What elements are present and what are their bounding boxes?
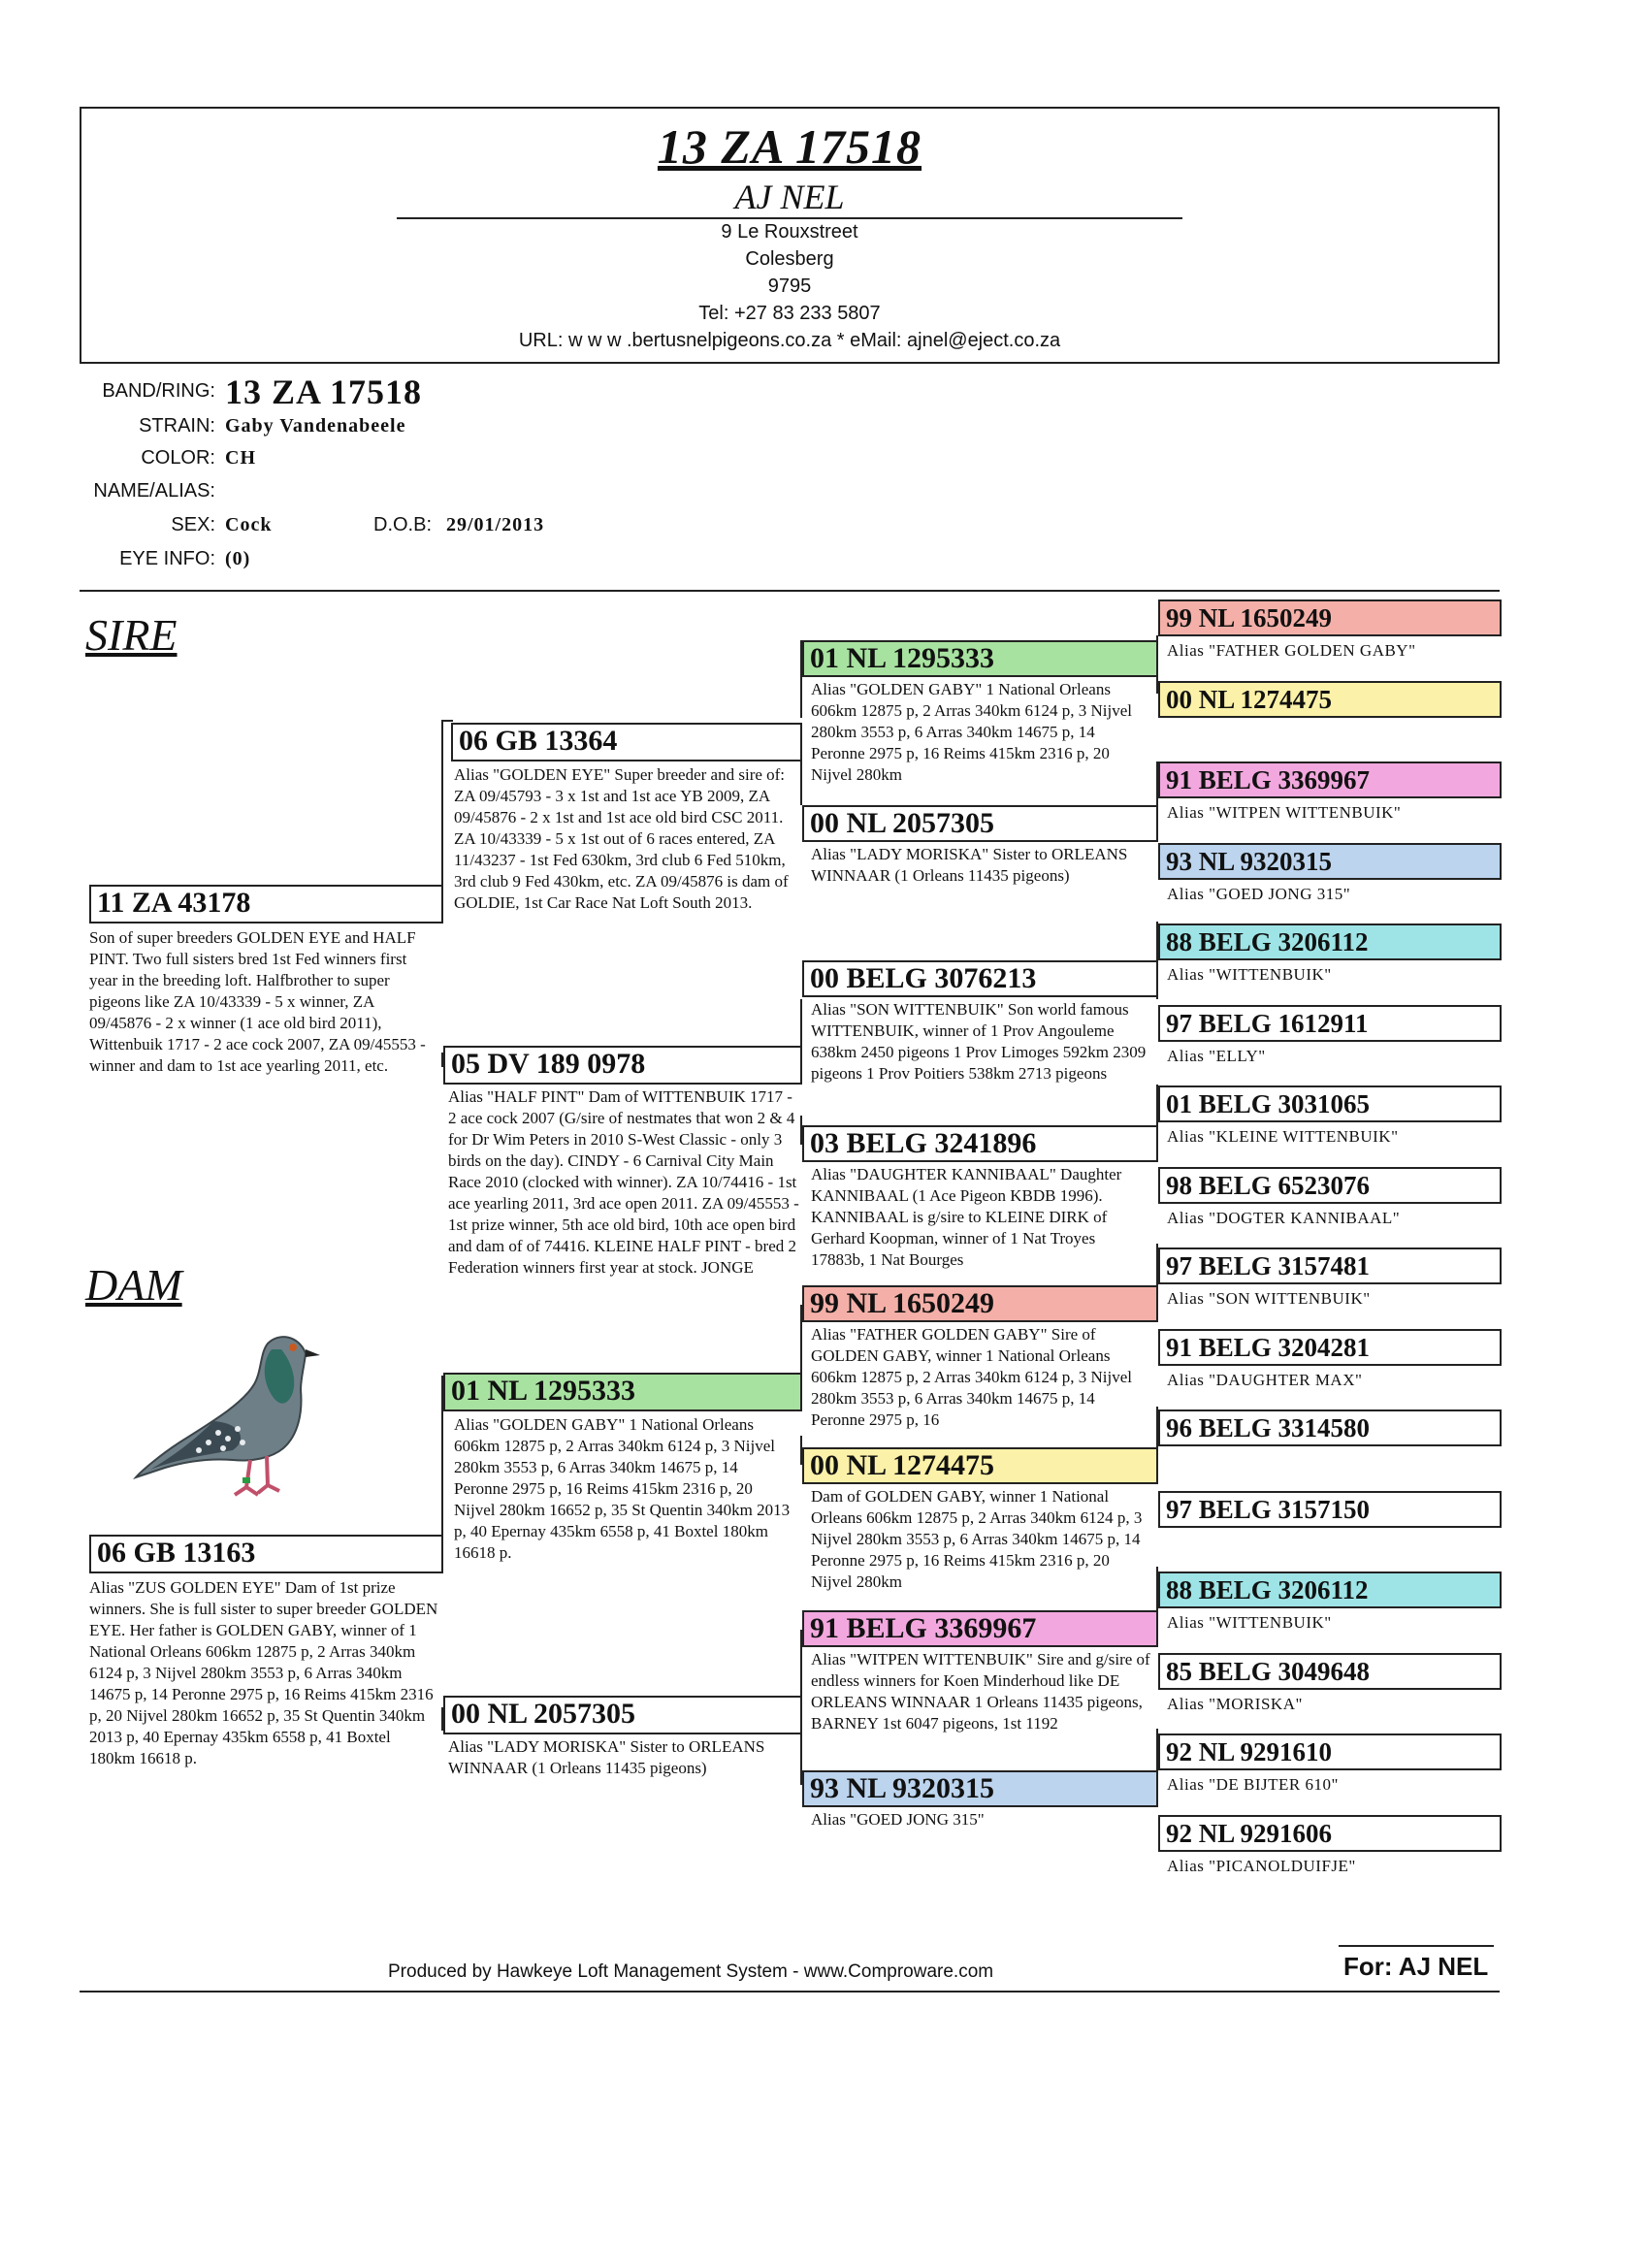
g4-alias: Alias "FATHER GOLDEN GABY" bbox=[1167, 641, 1416, 660]
g4-ring[interactable]: 00 NL 1274475 bbox=[1158, 681, 1502, 718]
g4-ring[interactable]: 88 BELG 3206112 bbox=[1158, 1571, 1502, 1608]
g4-alias: Alias "DE BIJTER 610" bbox=[1167, 1775, 1339, 1794]
g3-description: Dam of GOLDEN GABY, winner 1 National Orleans 606km 12875 p, 2 Arras 340km 6124 p, 3 Nijvel 280km 3553 p, 6 Arras 340km 14675 p, 14 Peronne 2975 p, 16 Reims 415km 2316 p, 20 Nijvel 280km bbox=[811, 1487, 1143, 1591]
pigeon-photo bbox=[126, 1314, 330, 1518]
g4-ring[interactable]: 92 NL 9291610 bbox=[1158, 1733, 1502, 1770]
title-ring: 13 ZA 17518 bbox=[657, 119, 922, 174]
g4-ring[interactable]: 97 BELG 3157481 bbox=[1158, 1247, 1502, 1284]
sire-ring[interactable]: 11 ZA 43178 bbox=[89, 885, 443, 923]
g3-description: Alias "GOLDEN GABY" 1 National Orleans 606km 12875 p, 2 Arras 340km 6124 p, 3 Nijvel 280km 3553 p, 6 Arras 340km 14675 p, 14 Peronne 2975 p, 16 Reims 415km 2316 p, 20 Nijvel 280km bbox=[811, 680, 1133, 784]
g4-ring[interactable]: 91 BELG 3204281 bbox=[1158, 1329, 1502, 1366]
g4-ring[interactable]: 97 BELG 3157150 bbox=[1158, 1491, 1502, 1528]
g4-alias: Alias "WITPEN WITTENBUIK" bbox=[1167, 803, 1402, 822]
dam-dam-ring[interactable]: 00 NL 2057305 bbox=[443, 1696, 802, 1734]
strain-value: Gaby Vandenabeele bbox=[225, 415, 406, 437]
header-box bbox=[80, 107, 1500, 364]
dam-description: Alias "ZUS GOLDEN EYE" Dam of 1st prize winners. She is full sister to super breeder GOLDEN EYE. Her father is GOLDEN GABY, winner of 1 National Orleans 606km 12875 p, 2 Arras 340km 6124 p, 3 Nijvel 280km 3553 p, 6 Arras 340km 14675 p, 14 Peronne 2975 p, 16 Reims 415km 2316 p, 20 Nijvel 280km 16652 p, 35 St Quentin 340km 2013 p, 40 Epernay 435km 6558 p, 41 Boxtel 180km 16618 p. bbox=[89, 1578, 438, 1767]
g4-alias: Alias "GOED JONG 315" bbox=[1167, 884, 1351, 903]
eye-info-value: (0) bbox=[225, 548, 251, 569]
g3-description: Alias "FATHER GOLDEN GABY" Sire of GOLDEN GABY, winner 1 National Orleans 606km 12875 p, 2 Arras 340km 6124 p, 3 Nijvel 280km 3553 p, 6 Arras 340km 14675 p, 14 Peronne 2975 p, 16 bbox=[811, 1325, 1133, 1429]
strain-label: STRAIN: bbox=[139, 415, 215, 437]
g3-ring[interactable]: 00 BELG 3076213 bbox=[802, 960, 1158, 997]
g4-ring[interactable]: 96 BELG 3314580 bbox=[1158, 1409, 1502, 1446]
g3-description: Alias "LADY MORISKA" Sister to ORLEANS WINNAAR (1 Orleans 11435 pigeons) bbox=[811, 845, 1128, 885]
sire-dam-ring[interactable]: 05 DV 189 0978 bbox=[443, 1046, 802, 1085]
g4-ring[interactable]: 93 NL 9320315 bbox=[1158, 843, 1502, 880]
g3-description: Alias "DAUGHTER KANNIBAAL" Daughter KANNIBAAL (1 Ace Pigeon KBDB 1996). KANNIBAAL is g/sire to KLEINE DIRK of Gerhard Koopman, winner of 1 Nat Troyes 17883b, 1 Nat Bourges bbox=[811, 1165, 1122, 1269]
g4-ring[interactable]: 98 BELG 6523076 bbox=[1158, 1167, 1502, 1204]
sire-sire-description: Alias "GOLDEN EYE" Super breeder and sire of: ZA 09/45793 - 3 x 1st and 1st ace YB 2009, ZA 09/45876 - 2 x 1st and 1st ace old bird CSC 2011. ZA 10/43339 - 5 x 1st out of 6 races entered, ZA 11/43237 - 1st Fed 630km, 3rd club 6 Fed 510km, 3rd club 9 Fed 430km, etc. ZA 09/45876 is dam of GOLDIE, 1st Car Race Nat Loft South 2013. bbox=[454, 765, 789, 912]
g3-ring[interactable]: 00 NL 2057305 bbox=[802, 805, 1158, 842]
g4-alias: Alias "SON WITTENBUIK" bbox=[1167, 1289, 1371, 1308]
g3-description: Alias "SON WITTENBUIK" Son world famous WITTENBUIK, winner of 1 Prov Angouleme 638km 2450 pigeons 1 Prov Limoges 592km 2309 pigeons 1 Prov Poitiers 538km 2713 pigeons bbox=[811, 1000, 1147, 1083]
dam-sire-ring[interactable]: 01 NL 1295333 bbox=[443, 1373, 802, 1411]
band-label: BAND/RING: bbox=[102, 380, 215, 402]
dob-label: D.O.B: bbox=[373, 514, 433, 535]
breeder-name: AJ NEL bbox=[734, 178, 845, 216]
g4-ring[interactable]: 01 BELG 3031065 bbox=[1158, 1085, 1502, 1122]
header-divider bbox=[397, 217, 1182, 219]
produced-by: Produced by Hawkeye Loft Management System - www.Comproware.com bbox=[388, 1961, 994, 1982]
g3-ring[interactable]: 00 NL 1274475 bbox=[802, 1447, 1158, 1484]
signature-line bbox=[1339, 1945, 1494, 1947]
g3-description: Alias "WITPEN WITTENBUIK" Sire and g/sire of endless winners for Koen Minderhoud like DE ORLEANS WINNAAR 1 Orleans 11435 pigeons, BARNEY 1st 6047 pigeons, 1st 1192 bbox=[811, 1650, 1150, 1733]
g3-description: Alias "GOED JONG 315" bbox=[811, 1810, 985, 1829]
sex-label: SEX: bbox=[171, 514, 215, 535]
g4-ring[interactable]: 91 BELG 3369967 bbox=[1158, 761, 1502, 798]
g3-ring[interactable]: 01 NL 1295333 bbox=[802, 640, 1158, 677]
address-postcode: 9795 bbox=[767, 275, 812, 297]
g3-ring[interactable]: 99 NL 1650249 bbox=[802, 1285, 1158, 1322]
dob-value: 29/01/2013 bbox=[446, 514, 545, 535]
sire-sire-ring[interactable]: 06 GB 13364 bbox=[451, 723, 802, 761]
dam-heading: DAM bbox=[85, 1260, 182, 1310]
g4-alias: Alias "ELLY" bbox=[1167, 1046, 1266, 1065]
g3-ring[interactable]: 91 BELG 3369967 bbox=[802, 1610, 1158, 1647]
g4-alias: Alias "PICANOLDUIFJE" bbox=[1167, 1856, 1356, 1875]
g3-ring[interactable]: 93 NL 9320315 bbox=[802, 1770, 1158, 1807]
g4-alias: Alias "WITTENBUIK" bbox=[1167, 965, 1332, 984]
g4-alias: Alias "KLEINE WITTENBUIK" bbox=[1167, 1127, 1399, 1146]
g4-alias: Alias "MORISKA" bbox=[1167, 1694, 1303, 1713]
color-value: CH bbox=[225, 447, 256, 469]
sex-value: Cock bbox=[225, 514, 273, 535]
sire-dam-description: Alias "HALF PINT" Dam of WITTENBUIK 1717 - 2 ace cock 2007 (G/sire of nestmates that won 2 & 4 for Dr Wim Peters in 2010 S-West Classic - only 3 birds on the day). CINDY - 6 Carnival City Main Race 2010 (clocked with winner). ZA 10/74416 - 1st ace yearling 2011, 3rd ace open 2011. ZA 09/45553 - 1st prize winner, 5th ace old bird, 10th ace open bird and dam of of 74416. KLEINE HALF PINT - bred 2 Federation winners first year at stock. JONGE bbox=[448, 1087, 799, 1277]
g4-ring[interactable]: 85 BELG 3049648 bbox=[1158, 1653, 1502, 1690]
connector bbox=[441, 720, 443, 896]
sire-description: Son of super breeders GOLDEN EYE and HALF PINT. Two full sisters bred 1st Fed winners first year in the breeding loft. Halfbrother to super pigeons like ZA 10/43339 - 5 x winner, ZA 09/45876 - 2 x winner (1 ace old bird 2011), Wittenbuik 1717 - 2 ace cock 2007, ZA 09/45553 - winner and dam to 1st ace yearling 2011, etc. bbox=[89, 928, 426, 1075]
name-alias-label: NAME/ALIAS: bbox=[93, 480, 215, 502]
dam-dam-description: Alias "LADY MORISKA" Sister to ORLEANS WINNAAR (1 Orleans 11435 pigeons) bbox=[448, 1737, 765, 1777]
g4-alias: Alias "DOGTER KANNIBAAL" bbox=[1167, 1208, 1401, 1227]
g4-alias: Alias "WITTENBUIK" bbox=[1167, 1613, 1332, 1632]
color-label: COLOR: bbox=[141, 447, 215, 469]
g4-ring[interactable]: 88 BELG 3206112 bbox=[1158, 923, 1502, 960]
address-town: Colesberg bbox=[745, 248, 834, 270]
info-separator bbox=[80, 590, 1500, 592]
g4-alias: Alias "DAUGHTER MAX" bbox=[1167, 1370, 1363, 1389]
band-value: 13 ZA 17518 bbox=[225, 373, 423, 411]
connector bbox=[441, 720, 453, 722]
dam-sire-description: Alias "GOLDEN GABY" 1 National Orleans 606km 12875 p, 2 Arras 340km 6124 p, 3 Nijvel 280km 3553 p, 6 Arras 340km 14675 p, 14 Peronne 2975 p, 16 Reims 415km 2316 p, 20 Nijvel 280km 16652 p, 35 St Quentin 340km 2013 p, 40 Epernay 435km 6558 p, 41 Boxtel 180km 16618 p. bbox=[454, 1415, 791, 1562]
for-label: For: AJ NEL bbox=[1343, 1952, 1489, 1981]
g4-ring[interactable]: 97 BELG 1612911 bbox=[1158, 1005, 1502, 1042]
url-email: URL: w w w .bertusnelpigeons.co.za * eMail: ajnel@eject.co.za bbox=[518, 330, 1061, 351]
footer-separator bbox=[80, 1991, 1500, 1993]
sire-heading: SIRE bbox=[85, 610, 178, 660]
address-street: 9 Le Rouxstreet bbox=[721, 221, 858, 243]
g4-ring[interactable]: 92 NL 9291606 bbox=[1158, 1815, 1502, 1852]
dam-ring[interactable]: 06 GB 13163 bbox=[89, 1535, 443, 1573]
g3-ring[interactable]: 03 BELG 3241896 bbox=[802, 1125, 1158, 1162]
telephone: Tel: +27 83 233 5807 bbox=[698, 303, 881, 324]
g4-ring[interactable]: 99 NL 1650249 bbox=[1158, 599, 1502, 636]
eye-info-label: EYE INFO: bbox=[119, 548, 215, 569]
